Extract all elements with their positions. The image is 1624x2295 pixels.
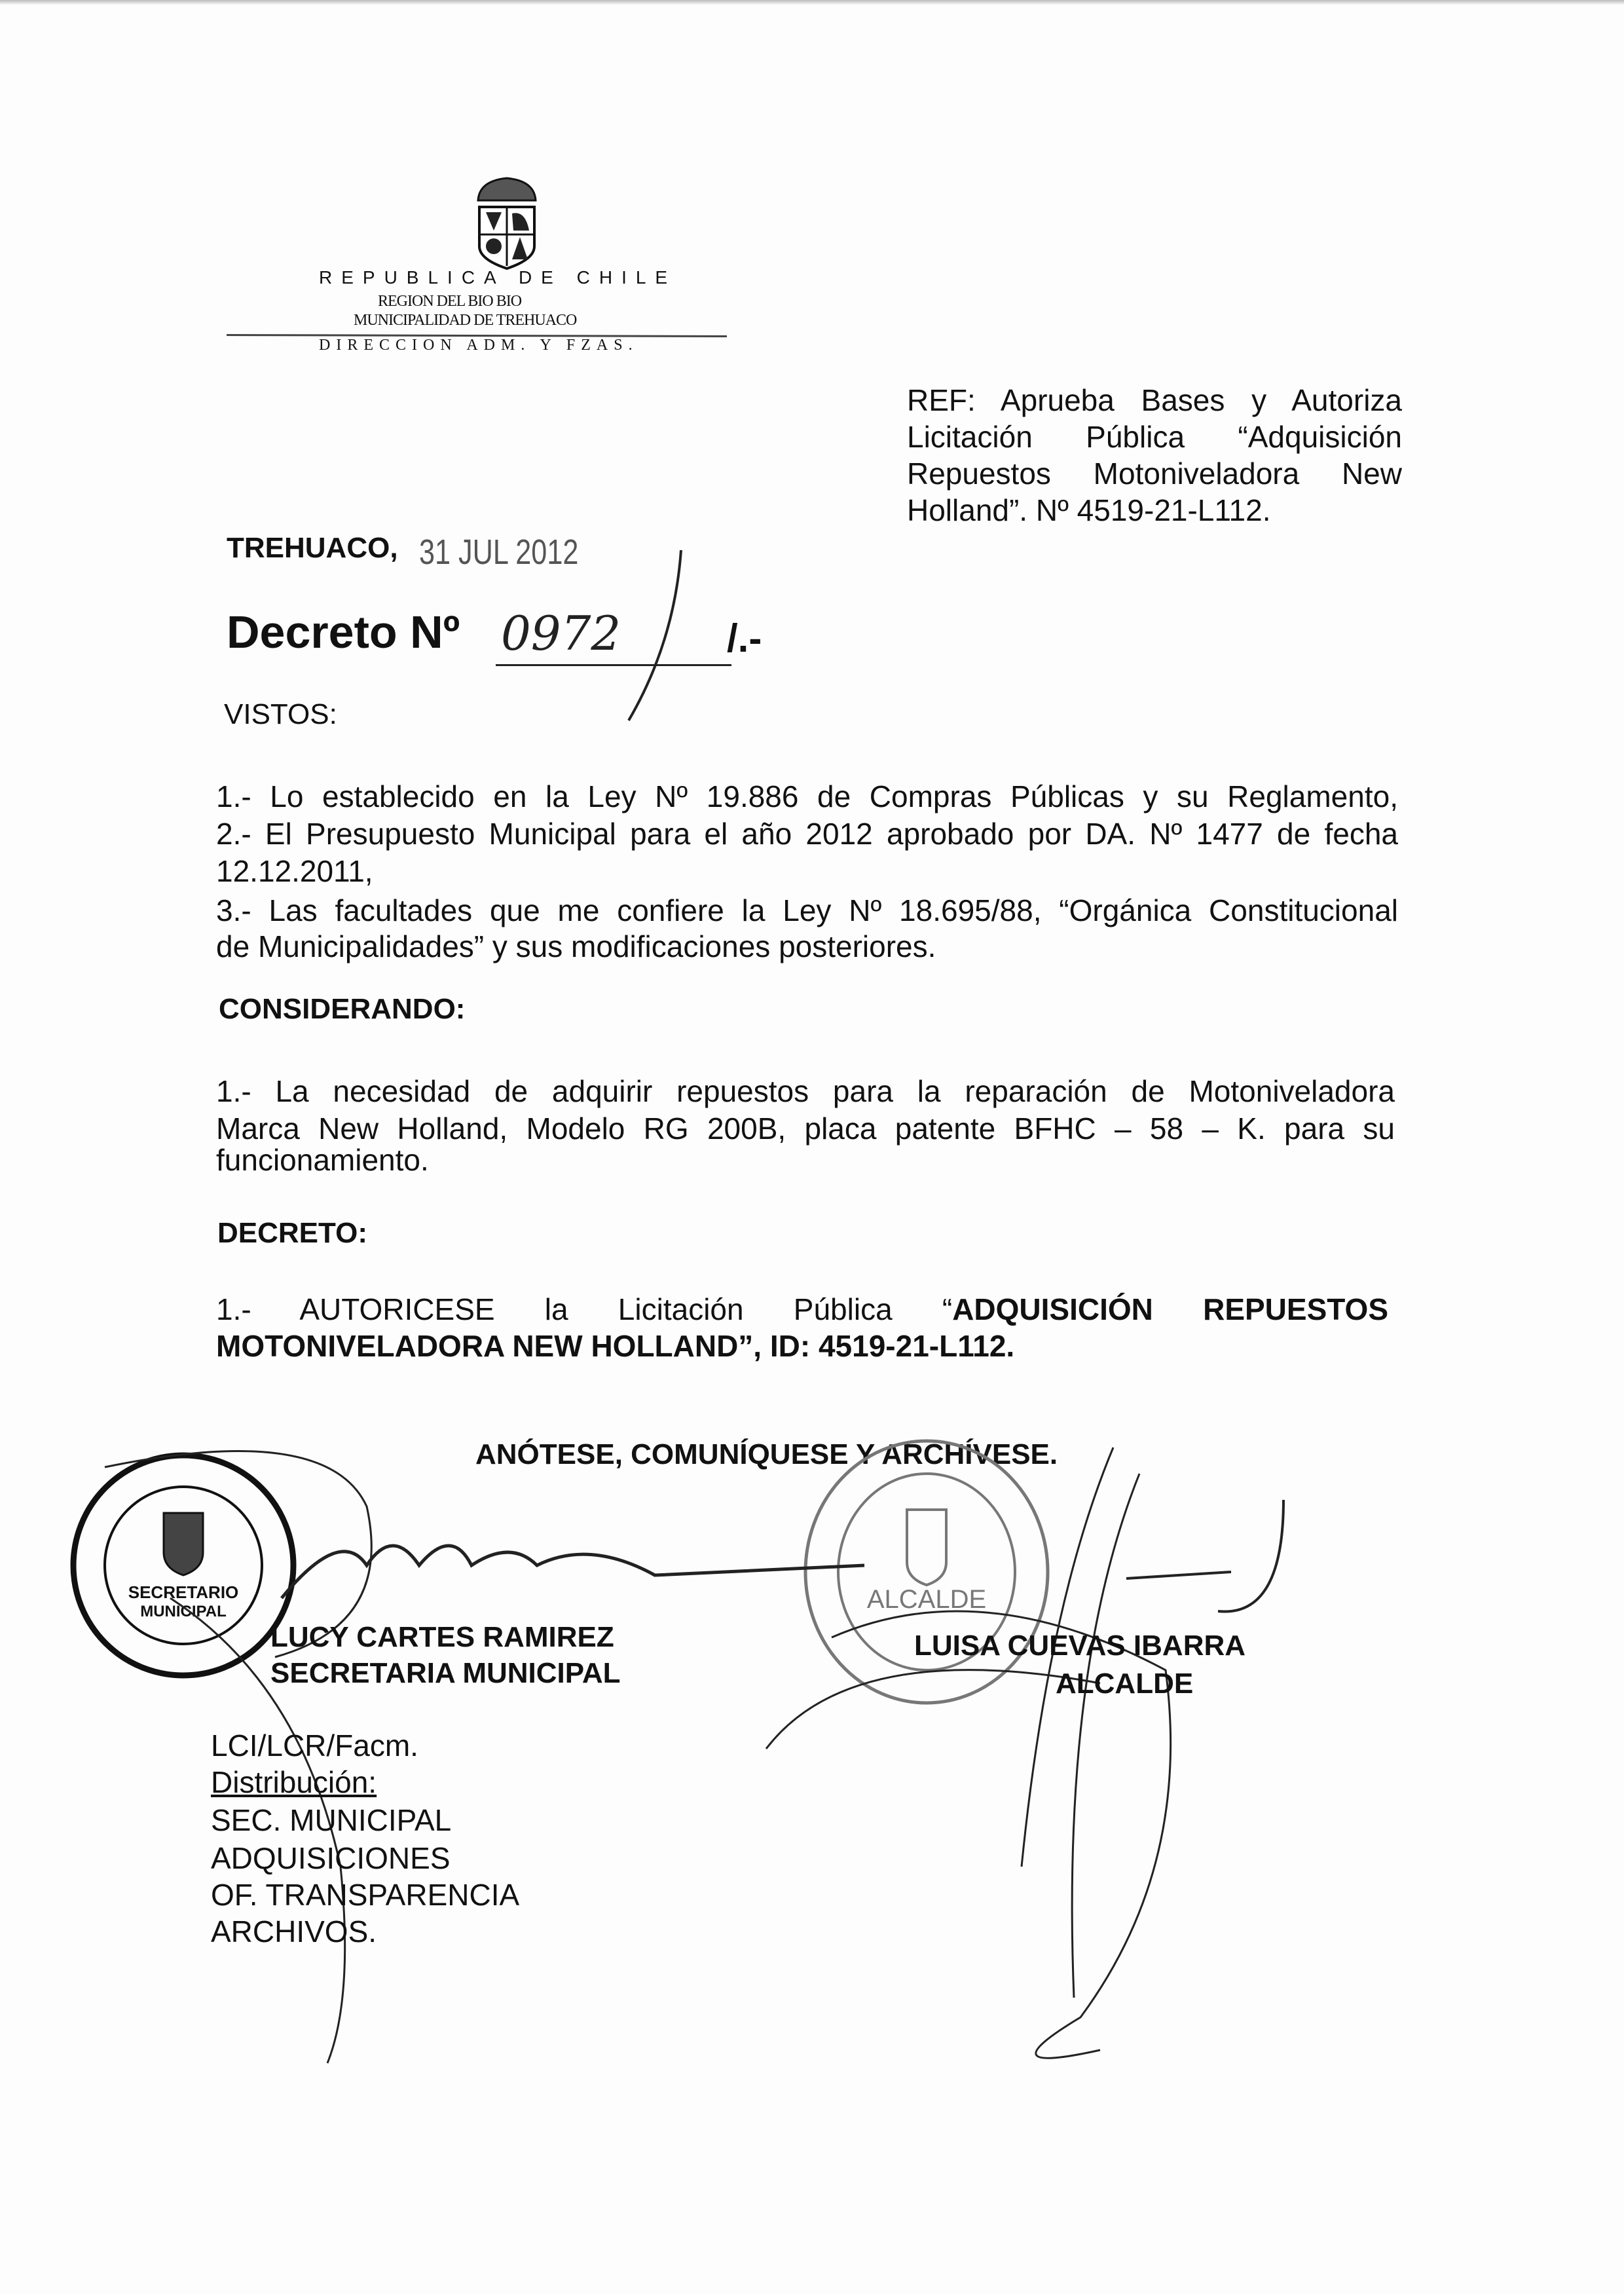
decree-number-handwritten: 0972 (501, 606, 621, 661)
ref-line: REF: Aprueba Bases y Autoriza (907, 383, 1402, 417)
header-country: REPUBLICA DE CHILE (319, 267, 677, 288)
considerando-line: Marca New Holland, Modelo RG 200B, placa patente BFHC – 58 – K. para su (216, 1111, 1395, 1146)
considerando-line: funcionamiento. (216, 1143, 429, 1177)
distribution-item: ARCHIVOS. (211, 1914, 377, 1949)
ref-line: Licitación Pública “Adquisición (907, 420, 1402, 454)
distribution-item: OF. TRANSPARENCIA (211, 1878, 520, 1912)
vistos-line: 1.- Lo establecido en la Ley Nº 19.886 de Compras Públicas y su Reglamento, (216, 779, 1398, 813)
vistos-line: 3.- Las facultades que me confiere la Ley Nº 18.695/88, “Orgánica Constitucional (216, 893, 1398, 927)
considerando-list (216, 1076, 1395, 1178)
svg-text:ALCALDE: ALCALDE (866, 1585, 987, 1614)
secretary-name: LUCY CARTES RAMIREZ (270, 1621, 614, 1653)
coat-of-arms-icon (473, 174, 541, 270)
decreto-heading: DECRETO: (217, 1217, 367, 1249)
vistos-heading: VISTOS: (224, 698, 337, 730)
secretary-title: SECRETARIA MUNICIPAL (270, 1657, 621, 1689)
vistos-line: 2.- El Presupuesto Municipal para el año 2012 aprobado por DA. Nº 1477 de fecha (216, 817, 1398, 851)
decreto-bold-title: ADQUISICIÓN REPUESTOS (952, 1292, 1388, 1326)
considerando-line: 1.- La necesidad de adquirir repuestos para la reparación de Motoniveladora (216, 1074, 1395, 1108)
handwritten-slash (622, 544, 688, 727)
ref-line: Repuestos Motoniveladora New (907, 457, 1402, 491)
ref-line: Holland”. Nº 4519-21-L112. (907, 493, 1271, 527)
date-stamp: 31 JUL 2012 (419, 532, 579, 572)
vistos-list (216, 781, 1398, 967)
decree-label: Decreto Nº (227, 606, 460, 658)
scan-edge (0, 0, 1624, 5)
distribution-item: SEC. MUNICIPAL (211, 1803, 452, 1837)
ref-block (907, 385, 1402, 532)
header-region: REGION DEL BIO BIO (378, 293, 522, 310)
decreto-line-1 (216, 1294, 1388, 1324)
distribution-item: ADQUISICIONES (211, 1841, 451, 1875)
closing-formula: ANÓTESE, COMUNÍQUESE Y ARCHÍVESE. (475, 1438, 1058, 1470)
vistos-line: 12.12.2011, (216, 854, 373, 888)
header-municipality: MUNICIPALIDAD DE TREHUACO (354, 312, 577, 329)
decreto-line-1-text (216, 1294, 1388, 1324)
place: TREHUACO, (227, 532, 398, 564)
svg-text:MUNICIPAL: MUNICIPAL (140, 1603, 227, 1620)
vistos-line: de Municipalidades” y sus modificaciones posteriores. (216, 929, 936, 963)
decreto-text: 1.- AUTORICESE la Licitación Pública “ (216, 1292, 953, 1326)
mayor-name: LUISA CUEVAS IBARRA (914, 1630, 1246, 1662)
footer-initials: LCI/LCR/Facm. (211, 1728, 418, 1763)
considerando-heading: CONSIDERANDO: (219, 993, 466, 1025)
header-department: DIRECCION ADM. Y FZAS. (319, 337, 638, 354)
svg-text:SECRETARIO: SECRETARIO (128, 1582, 239, 1602)
distribution-label: Distribución: (211, 1765, 377, 1799)
decree-suffix: /.- (727, 616, 762, 660)
decreto-line-2: MOTONIVELADORA NEW HOLLAND”, ID: 4519-21-L112. (216, 1329, 1015, 1363)
decree-underline (496, 664, 731, 666)
mayor-title: ALCALDE (1056, 1668, 1194, 1700)
